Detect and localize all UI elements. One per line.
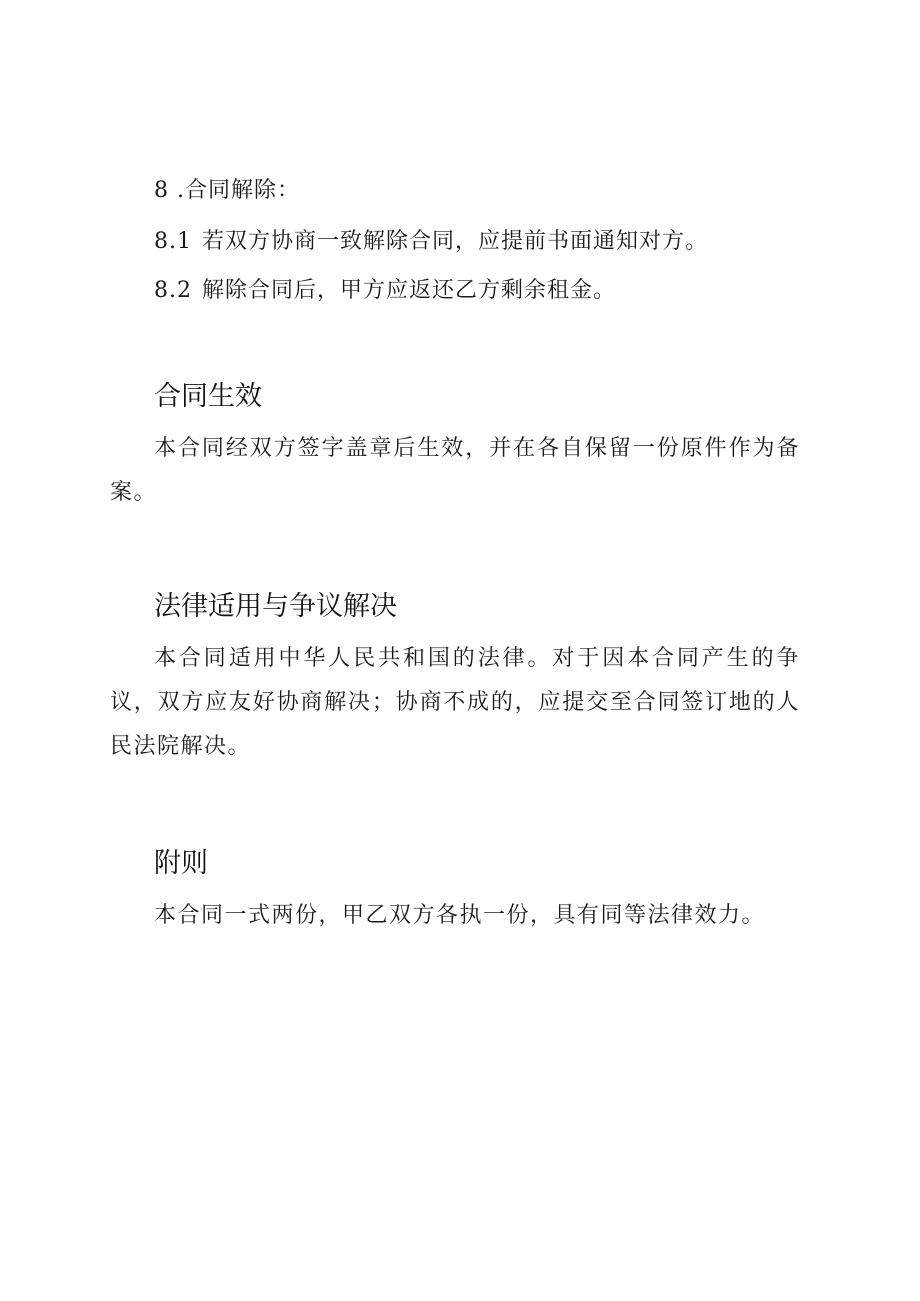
- clause-number: 8.2: [154, 278, 192, 303]
- clause-8-2: [154, 276, 616, 306]
- section-8-title: 8 .合同解除：: [154, 178, 300, 203]
- clause-8-1: [154, 227, 708, 257]
- clause-text: 若双方协商一致解除合同，应提前书面通知对方。: [202, 229, 709, 254]
- heading-law: 法律适用与争议解决: [154, 591, 397, 622]
- paragraph-appendix: 本合同一式两份，甲乙双方各执一份，具有同等法律效力。: [154, 903, 766, 928]
- heading-appendix: 附则: [154, 848, 208, 879]
- clause-number: 8.1: [154, 229, 192, 254]
- clause-text: 解除合同后，甲方应返还乙方剩余租金。: [202, 278, 617, 303]
- paragraph-law: 本合同适用中华人民共和国的法律。对于因本合同产生的争议，双方应友好协商解决；协商不成的，应提交至合同签订地的人民法院解决。: [110, 646, 800, 759]
- paragraph-effectiveness: 本合同经双方签字盖章后生效，并在各自保留一份原件作为备案。: [110, 436, 800, 505]
- heading-effectiveness: 合同生效: [154, 381, 262, 412]
